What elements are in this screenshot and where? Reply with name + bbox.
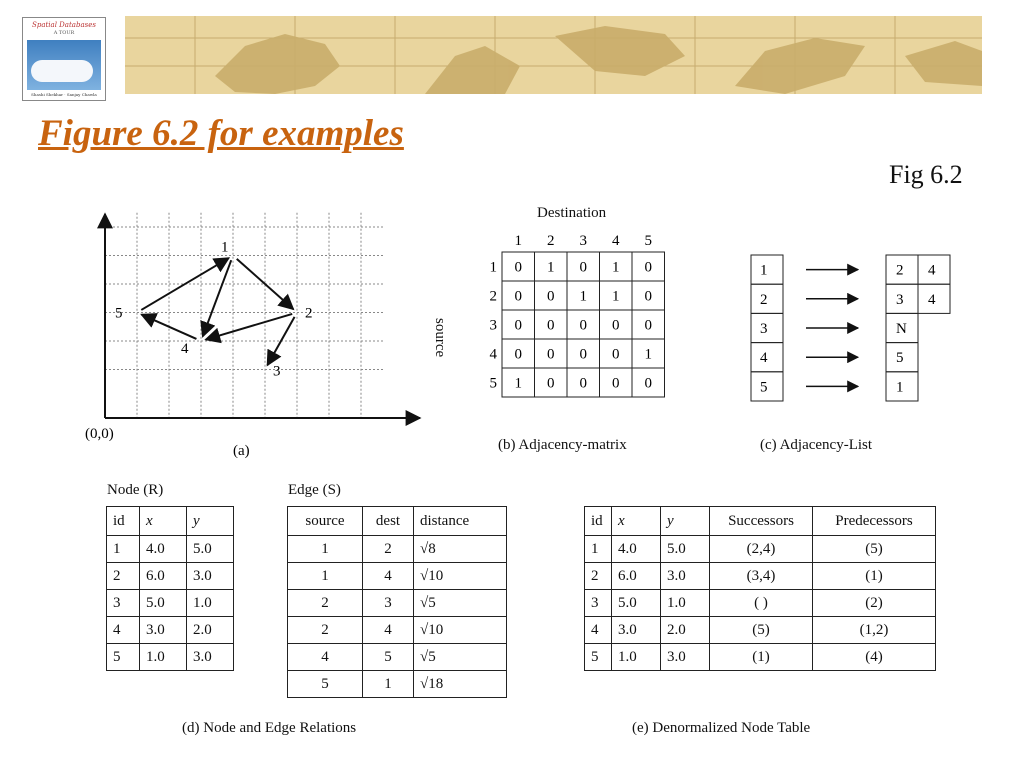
table-cell: 5	[363, 644, 414, 671]
matrix-cell-value: 0	[644, 288, 652, 305]
adjacency-matrix	[480, 230, 667, 403]
matrix-cell-value: 0	[644, 375, 652, 392]
matrix-caption: (b) Adjacency-matrix	[498, 437, 627, 453]
origin-label: (0,0)	[85, 426, 114, 442]
table-header: id	[107, 507, 140, 536]
list-entry-value: 4	[928, 262, 936, 279]
matrix-cell-value: 0	[612, 346, 620, 363]
table-cell: √18	[414, 671, 507, 698]
list-head-value: 5	[760, 379, 768, 396]
cloud-image	[31, 60, 93, 82]
table-row	[288, 617, 507, 644]
table-cell: (5)	[710, 617, 813, 644]
matrix-row-header: 2	[489, 288, 497, 305]
adjacency-list	[750, 254, 960, 408]
matrix-cell-value: 0	[579, 375, 587, 392]
matrix-cell-value: 0	[579, 346, 587, 363]
node-relation-table	[106, 506, 234, 671]
matrix-cell-value: 0	[514, 346, 522, 363]
node-relation-label: Node (R)	[107, 482, 164, 498]
table-cell: √5	[414, 590, 507, 617]
grid-lines	[105, 213, 383, 418]
matrix-cell-value: 0	[644, 317, 652, 334]
table-cell: 3	[107, 590, 140, 617]
book-subtitle: A TOUR	[53, 30, 75, 36]
matrix-cell-value: 0	[514, 317, 522, 334]
matrix-cell-value: 0	[612, 317, 620, 334]
table-row	[585, 590, 936, 617]
list-caption: (c) Adjacency-List	[760, 437, 873, 453]
relations-caption: (d) Node and Edge Relations	[182, 720, 357, 736]
table-row	[585, 563, 936, 590]
matrix-row-header: 4	[489, 346, 497, 363]
table-cell: (1)	[710, 644, 813, 671]
table-cell: √10	[414, 563, 507, 590]
book-authors: Shashi Shekhar · Sanjay Chawla	[31, 92, 97, 97]
world-map-icon	[125, 16, 982, 94]
table-cell: (3,4)	[710, 563, 813, 590]
node-label-3: 3	[273, 363, 281, 380]
table-header: distance	[414, 507, 507, 536]
table-cell: 2	[288, 617, 363, 644]
table-cell: 4	[363, 563, 414, 590]
table-cell: 3.0	[140, 617, 187, 644]
table-cell: 1	[363, 671, 414, 698]
node-label-1: 1	[221, 239, 229, 256]
table-cell: 3.0	[187, 563, 234, 590]
list-head-value: 4	[760, 350, 768, 367]
table-cell: 1	[288, 536, 363, 563]
graph-figure	[80, 200, 425, 460]
table-header: source	[288, 507, 363, 536]
matrix-row-title: source	[432, 318, 448, 358]
table-cell: 4	[363, 617, 414, 644]
table-cell: 5	[107, 644, 140, 671]
matrix-col-header: 4	[612, 233, 620, 249]
table-header: Predecessors	[813, 507, 936, 536]
matrix-col-header: 2	[547, 233, 555, 249]
matrix-cell-value: 0	[547, 288, 555, 305]
table-header: dest	[363, 507, 414, 536]
table-row	[107, 590, 234, 617]
table-row	[585, 617, 936, 644]
table-cell: 5	[585, 644, 612, 671]
table-row	[585, 644, 936, 671]
table-row	[288, 644, 507, 671]
table-header-row	[585, 507, 936, 536]
matrix-col-header: 1	[514, 233, 522, 249]
fig-label: Fig 6.2	[889, 160, 963, 189]
book-cover-image	[22, 17, 106, 101]
table-cell: 2.0	[187, 617, 234, 644]
matrix-cell-value: 0	[547, 317, 555, 334]
matrix-row-header: 3	[489, 317, 497, 334]
matrix-cell-value: 0	[579, 317, 587, 334]
table-cell: 1.0	[661, 590, 710, 617]
table-cell: 5.0	[140, 590, 187, 617]
table-header: y	[187, 507, 234, 536]
table-cell: 3	[363, 590, 414, 617]
table-cell: √8	[414, 536, 507, 563]
table-row	[288, 671, 507, 698]
table-row	[107, 563, 234, 590]
table-cell: 5	[288, 671, 363, 698]
matrix-row-header: 1	[489, 259, 497, 276]
node-label-4: 4	[181, 341, 189, 357]
node-label-5: 5	[115, 305, 123, 322]
table-cell: (1,2)	[813, 617, 936, 644]
table-cell: √5	[414, 644, 507, 671]
matrix-cell-value: 1	[579, 288, 587, 305]
table-cell: (5)	[813, 536, 936, 563]
table-cell: 5.0	[187, 536, 234, 563]
table-header: x	[612, 507, 661, 536]
matrix-cell-value: 0	[612, 375, 620, 392]
matrix-cell-value: 1	[644, 346, 652, 363]
map-banner	[125, 16, 982, 94]
matrix-cell-value: 0	[547, 346, 555, 363]
edge-relation-label: Edge (S)	[288, 482, 341, 498]
matrix-row-header: 5	[489, 375, 497, 392]
table-cell: 2.0	[661, 617, 710, 644]
table-header: Successors	[710, 507, 813, 536]
table-cell: 3.0	[661, 563, 710, 590]
table-cell: 1	[585, 536, 612, 563]
table-cell: 3.0	[612, 617, 661, 644]
matrix-col-header: 5	[644, 233, 652, 249]
table-cell: 2	[363, 536, 414, 563]
table-cell: 2	[585, 563, 612, 590]
matrix-cell-value: 0	[514, 288, 522, 305]
table-cell: 3.0	[661, 644, 710, 671]
table-cell: (2)	[813, 590, 936, 617]
table-cell: 5.0	[612, 590, 661, 617]
list-entry-value: 5	[896, 350, 904, 367]
graph-caption: (a)	[233, 443, 250, 459]
table-cell: 4	[107, 617, 140, 644]
table-cell: 4.0	[612, 536, 661, 563]
table-header-row	[107, 507, 234, 536]
matrix-col-header: 3	[579, 233, 587, 249]
matrix-cell-value: 0	[579, 259, 587, 276]
list-entry-value: 2	[896, 262, 904, 279]
table-header: x	[140, 507, 187, 536]
book-title: Spatial Databases	[32, 21, 96, 29]
table-cell: 3.0	[187, 644, 234, 671]
table-header: y	[661, 507, 710, 536]
table-cell: 1.0	[612, 644, 661, 671]
table-row	[107, 617, 234, 644]
list-entry-value: 3	[896, 291, 904, 308]
table-row	[107, 536, 234, 563]
table-cell: (4)	[813, 644, 936, 671]
list-entry-value: N	[896, 321, 907, 337]
list-head-value: 1	[760, 262, 768, 279]
matrix-cell-value: 1	[612, 288, 620, 305]
table-cell: 5.0	[661, 536, 710, 563]
table-row	[585, 536, 936, 563]
graph-edges	[141, 258, 294, 365]
table-cell: (1)	[813, 563, 936, 590]
matrix-cell-value: 1	[514, 375, 522, 392]
slide-title: Figure 6.2 for examples	[38, 113, 404, 154]
table-cell: (2,4)	[710, 536, 813, 563]
table-cell: 4	[585, 617, 612, 644]
list-entry-value: 1	[896, 379, 904, 396]
table-cell: 1	[288, 563, 363, 590]
table-cell: 4	[288, 644, 363, 671]
list-entry-value: 4	[928, 291, 936, 308]
table-row	[288, 563, 507, 590]
table-row	[288, 536, 507, 563]
table-cell: ( )	[710, 590, 813, 617]
denormalized-caption: (e) Denormalized Node Table	[632, 720, 811, 736]
table-row	[288, 590, 507, 617]
table-header: id	[585, 507, 612, 536]
table-cell: 1.0	[187, 590, 234, 617]
edge-relation-table	[287, 506, 507, 698]
table-cell: 2	[288, 590, 363, 617]
matrix-col-title: Destination	[537, 205, 607, 221]
table-row	[107, 644, 234, 671]
matrix-cell-value: 0	[644, 259, 652, 276]
edge-arrow-2-4	[206, 314, 292, 340]
table-header-row	[288, 507, 507, 536]
matrix-cell-value: 0	[514, 259, 522, 276]
table-cell: 6.0	[140, 563, 187, 590]
table-cell: 4.0	[140, 536, 187, 563]
matrix-cell-value: 1	[612, 259, 620, 276]
table-cell: 2	[107, 563, 140, 590]
node-label-2: 2	[305, 305, 313, 322]
table-cell: 6.0	[612, 563, 661, 590]
table-cell: 3	[585, 590, 612, 617]
list-head-value: 2	[760, 291, 768, 308]
table-cell: 1.0	[140, 644, 187, 671]
table-cell: 1	[107, 536, 140, 563]
denormalized-node-table	[584, 506, 936, 671]
list-head-value: 3	[760, 321, 768, 337]
matrix-cell-value: 1	[547, 259, 555, 276]
matrix-cell-value: 0	[547, 375, 555, 392]
table-cell: √10	[414, 617, 507, 644]
